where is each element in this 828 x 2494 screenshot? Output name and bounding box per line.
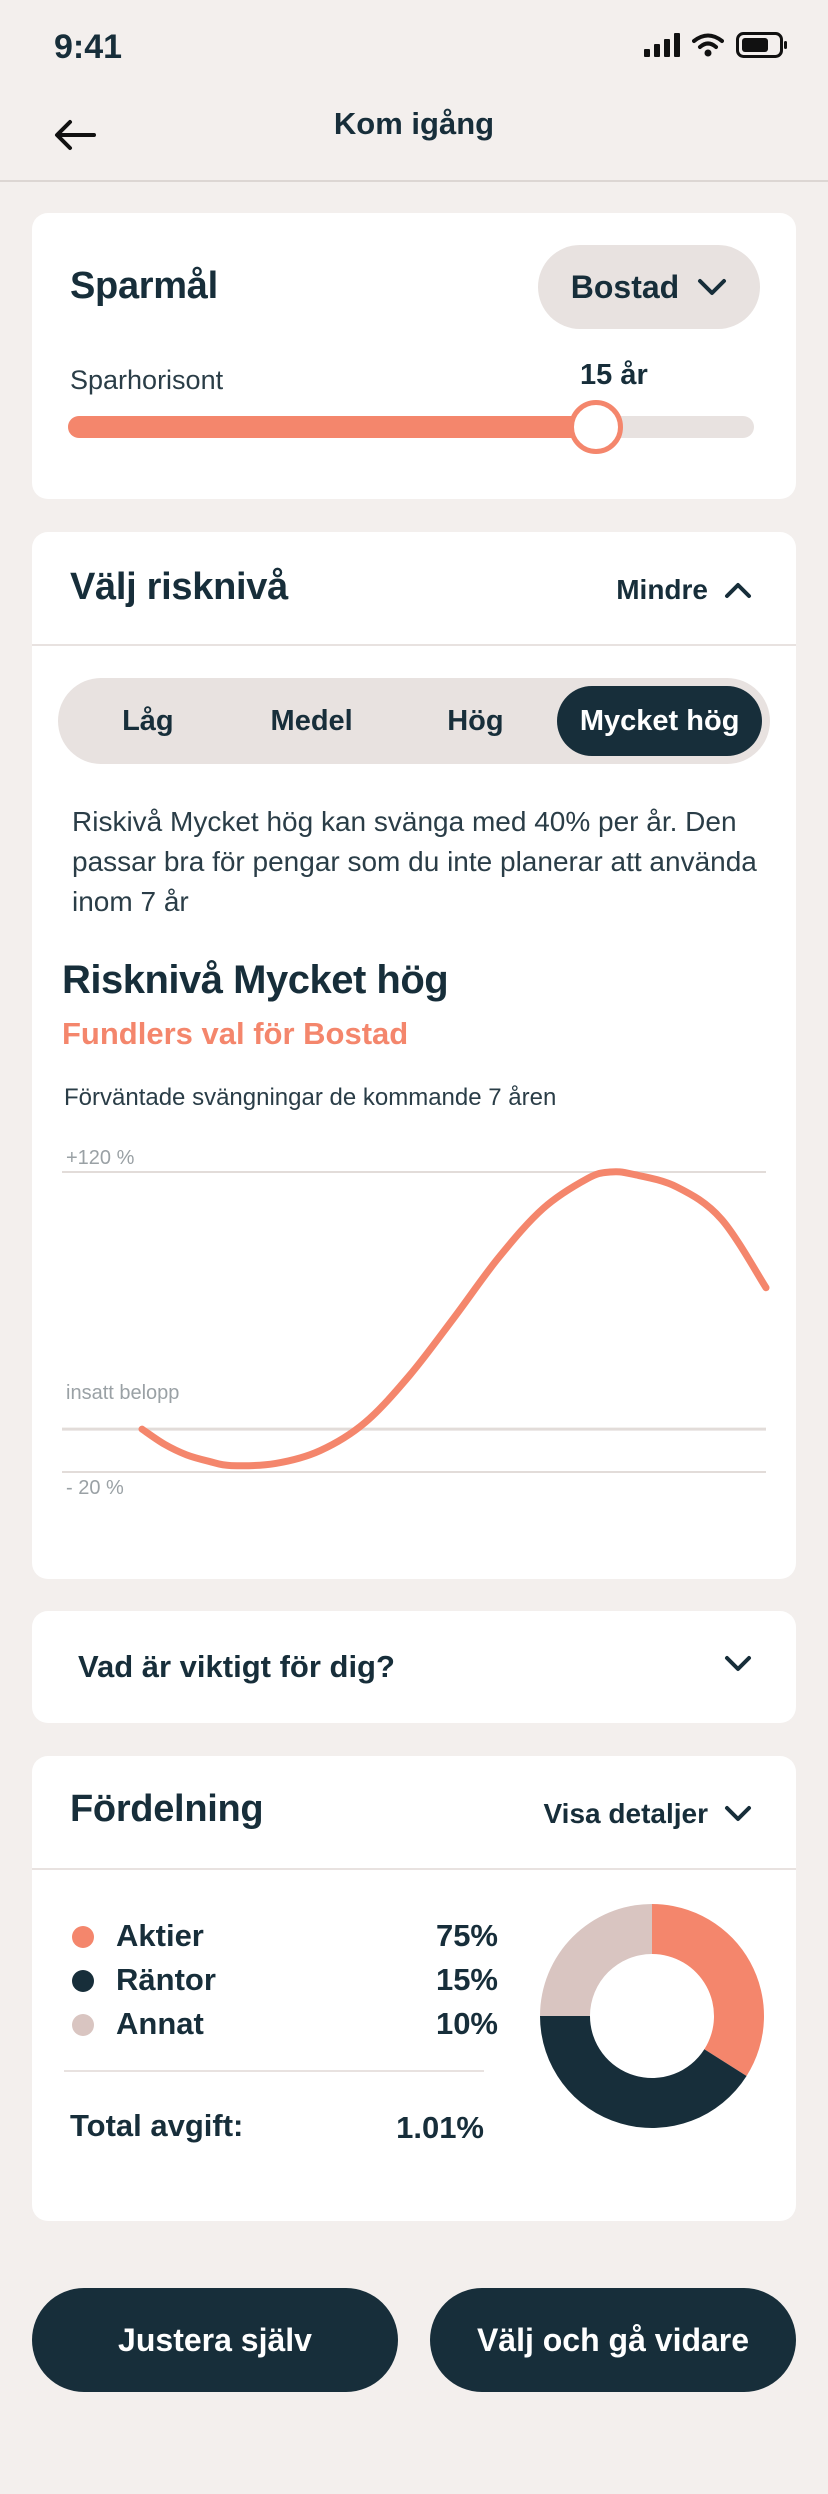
horizon-slider[interactable] [68, 416, 754, 438]
chevron-down-icon [697, 278, 727, 296]
legend-percent: 10% [435, 2006, 498, 2041]
legend-label: Räntor [116, 1962, 216, 1997]
cellular-signal-icon [644, 33, 680, 57]
legend-dot [72, 2014, 94, 2036]
legend-row [68, 2002, 498, 2046]
horizon-slider-thumb[interactable] [569, 400, 623, 454]
horizon-label: Sparhorisont [70, 365, 224, 395]
donut-slice-annat [540, 1904, 652, 2016]
savings-goal-card [32, 213, 796, 499]
reference-line-label: insatt belopp [66, 1382, 180, 1405]
choose-and-continue-button[interactable]: Välj och gå vidare [430, 2288, 796, 2392]
donut-slice-aktier [652, 1904, 764, 2076]
legend-divider [64, 2070, 484, 2072]
fluctuation-line [142, 1172, 766, 1466]
legend-percent: 15% [435, 1962, 498, 1997]
adjust-yourself-button[interactable]: Justera själv [32, 2288, 398, 2392]
risk-level-card [32, 532, 796, 1579]
status-icons [644, 32, 788, 58]
chevron-down-icon [724, 1805, 752, 1823]
risk-heading: Risknivå Mycket hög [62, 958, 449, 1002]
goal-dropdown[interactable] [538, 245, 760, 329]
legend-label: Aktier [116, 1918, 204, 1953]
horizon-slider-fill [68, 416, 596, 438]
allocation-title: Fördelning [70, 1788, 264, 1830]
allocation-card [32, 1756, 796, 2221]
status-bar [0, 0, 828, 90]
legend-label: Annat [116, 2006, 204, 2041]
allocation-divider [32, 1868, 796, 1870]
legend-row [68, 1958, 498, 2002]
allocation-donut-chart [532, 1896, 772, 2136]
risk-description: Riskivå Mycket hög kan svänga med 40% per år. Den passar bra för pengar som du inte planerar att använda inom 7 år [72, 806, 757, 917]
y-tick-label-bottom: - 20 % [66, 1477, 124, 1499]
status-time: 9:41 [54, 28, 123, 66]
legend-dot [72, 1926, 94, 1948]
risk-level-selector [58, 678, 770, 764]
legend-percent: 75% [435, 1918, 498, 1953]
importance-expand-button[interactable] [724, 1655, 752, 1678]
risk-divider [32, 644, 796, 646]
horizon-value: 15 år [580, 359, 648, 391]
risk-collapse-toggle[interactable] [616, 574, 752, 606]
chevron-down-icon [724, 1655, 752, 1673]
savings-goal-title: Sparmål [70, 265, 218, 307]
risk-subheading: Fundlers val för Bostad [62, 1016, 409, 1051]
wifi-icon [692, 33, 724, 57]
risk-collapse-label: Mindre [616, 574, 708, 605]
allocation-details-toggle[interactable] [544, 1798, 752, 1830]
fee-label: Total avgift: [70, 2108, 244, 2143]
risk-option-1[interactable]: Låg [122, 704, 174, 737]
importance-card[interactable] [32, 1611, 796, 1723]
allocation-details-label: Visa detaljer [543, 1798, 708, 1829]
chart-caption: Förväntade svängningar de kommande 7 åren [64, 1084, 557, 1111]
battery-icon [736, 32, 788, 58]
risk-option-4[interactable]: Mycket hög [557, 686, 762, 756]
fee-value: 1.01% [396, 2110, 484, 2145]
expected-fluctuation-chart [32, 1132, 796, 1532]
navigation-bar [0, 90, 828, 182]
page-title: Kom igång [333, 106, 495, 141]
risk-option-3[interactable]: Hög [447, 704, 504, 737]
allocation-legend [68, 1914, 498, 2046]
chevron-up-icon [724, 581, 752, 599]
legend-dot [72, 1970, 94, 1992]
legend-row [68, 1914, 498, 1958]
importance-question: Vad är viktigt för dig? [78, 1649, 395, 1684]
risk-option-2[interactable]: Medel [270, 704, 353, 737]
risk-level-title: Välj risknivå [70, 566, 288, 608]
y-tick-label-top: +120 % [66, 1147, 135, 1169]
goal-dropdown-value: Bostad [570, 268, 680, 305]
